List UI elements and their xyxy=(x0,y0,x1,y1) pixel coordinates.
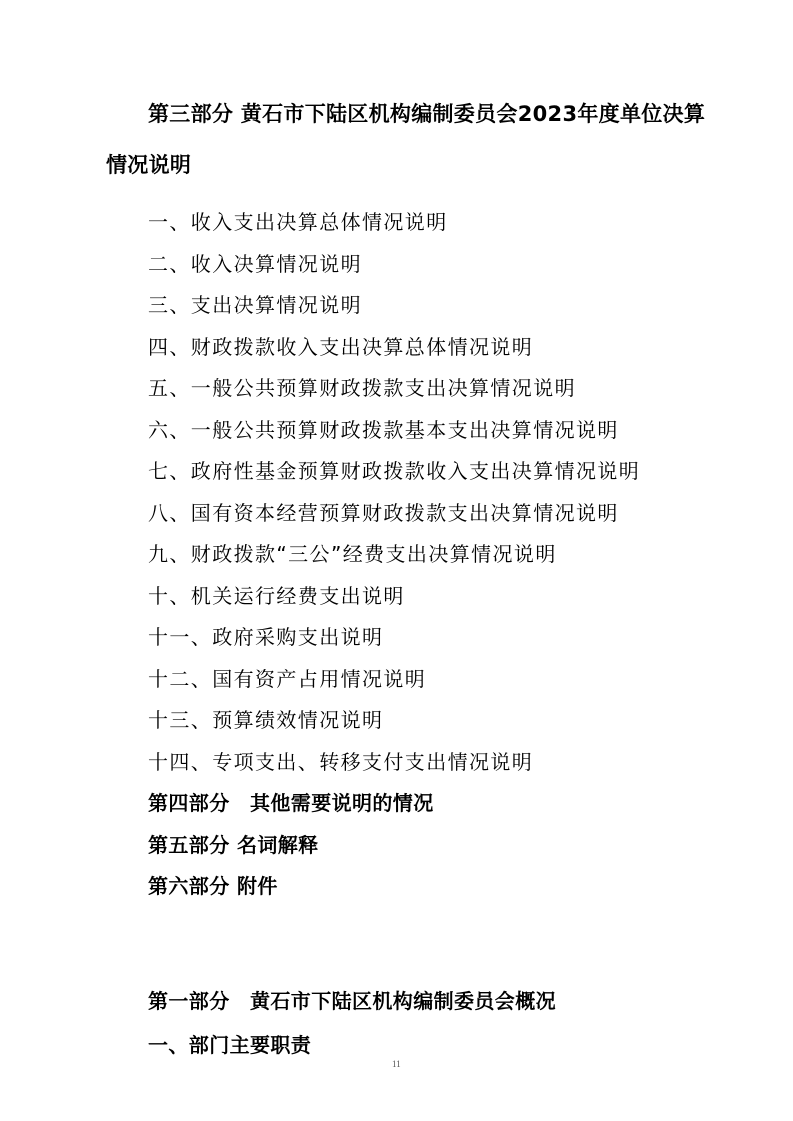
toc-item: 三、支出决算情况说明 xyxy=(148,293,362,317)
toc-item: 十、机关运行经费支出说明 xyxy=(148,584,405,608)
toc-item: 八、国有资本经营预算财政拨款支出决算情况说明 xyxy=(148,501,619,525)
page-number: 11 xyxy=(392,1059,401,1069)
toc-item: 四、财政拨款收入支出决算总体情况说明 xyxy=(148,335,534,359)
document-title-line1: 第三部分 黄石市下陆区机构编制委员会2023年度单位决算 xyxy=(148,102,706,126)
toc-item: 二、收入决算情况说明 xyxy=(148,252,362,276)
toc-item: 七、政府性基金预算财政拨款收入支出决算情况说明 xyxy=(148,459,641,483)
toc-item: 五、一般公共预算财政拨款支出决算情况说明 xyxy=(148,376,576,400)
toc-item: 十四、专项支出、转移支付支出情况说明 xyxy=(148,750,534,774)
part6-heading: 第六部分 附件 xyxy=(148,874,278,898)
part1-heading: 第一部分 黄石市下陆区机构编制委员会概况 xyxy=(148,989,556,1013)
part4-heading: 第四部分 其他需要说明的情况 xyxy=(148,791,434,815)
section1-heading: 一、部门主要职责 xyxy=(148,1033,312,1057)
part5-heading: 第五部分 名词解释 xyxy=(148,833,319,857)
toc-item: 九、财政拨款“三公”经费支出决算情况说明 xyxy=(148,542,557,566)
toc-item: 六、一般公共预算财政拨款基本支出决算情况说明 xyxy=(148,418,619,442)
toc-item: 十一、政府采购支出说明 xyxy=(148,625,384,649)
document-title-line2: 情况说明 xyxy=(106,153,192,177)
toc-item: 十二、国有资产占用情况说明 xyxy=(148,667,427,691)
toc-item: 十三、预算绩效情况说明 xyxy=(148,708,384,732)
toc-item: 一、收入支出决算总体情况说明 xyxy=(148,210,448,234)
